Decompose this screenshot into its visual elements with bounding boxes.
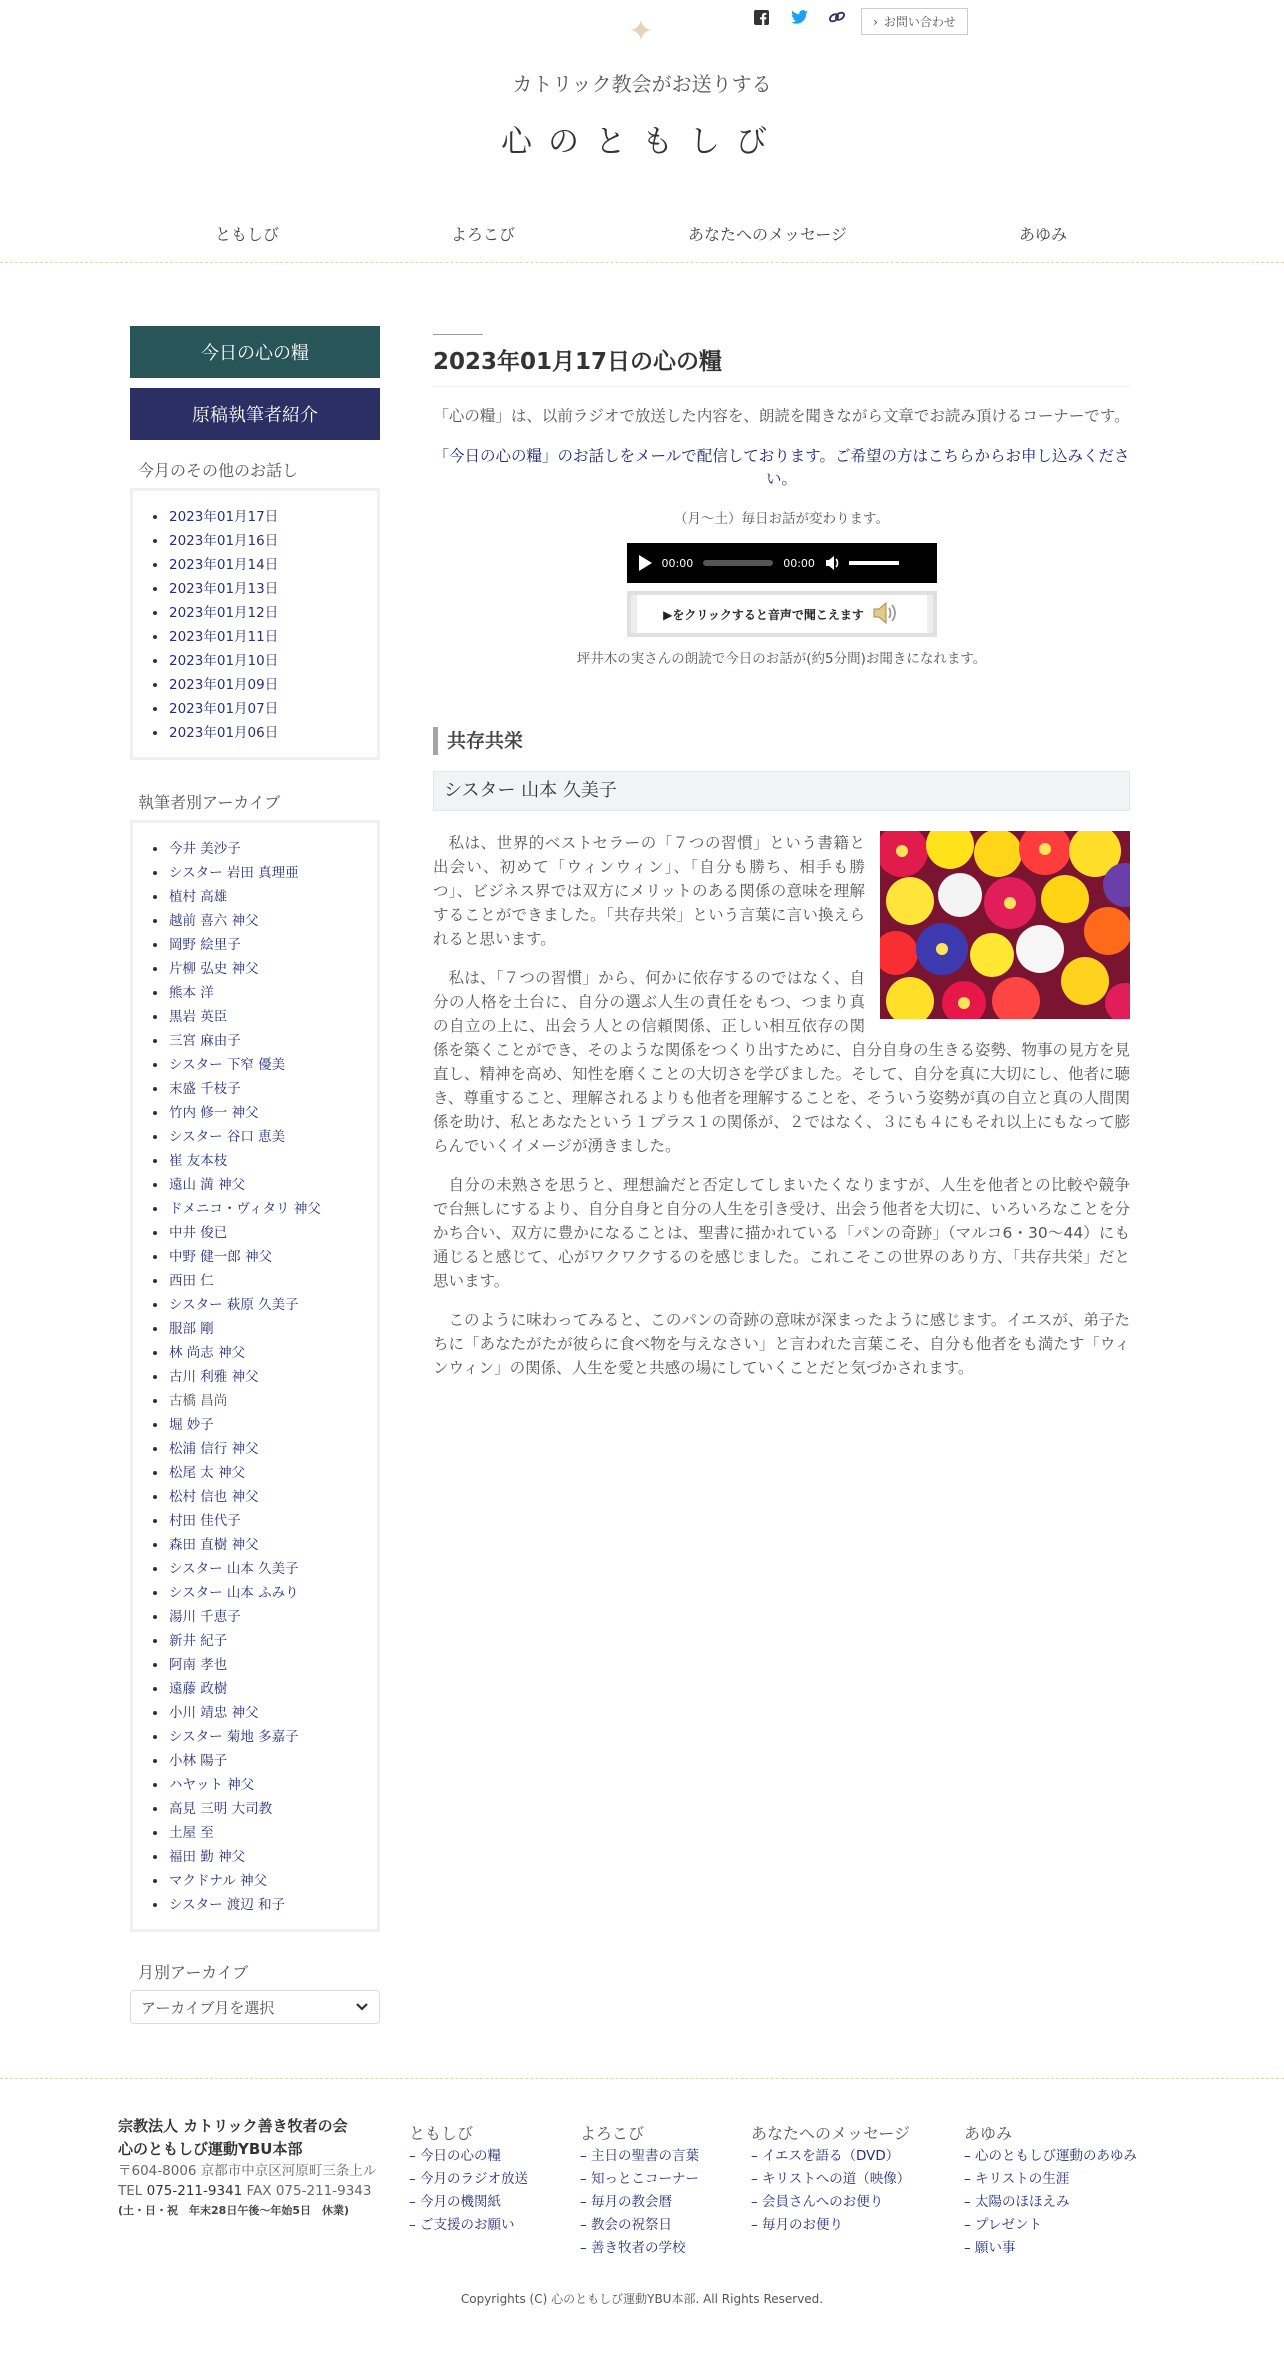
org-name: 宗教法人 カトリック善き牧者の会 — [118, 2117, 348, 2135]
footer-col-heading: よろこび — [580, 2124, 645, 2143]
writer-list-item[interactable]: 中井 俊已 — [133, 1221, 377, 1245]
month-archive-heading: 月別アーカイブ — [138, 1963, 249, 1982]
writer-list-item[interactable]: シスター 渡辺 和子 — [133, 1893, 377, 1917]
duration-time: 00:00 — [783, 556, 815, 570]
writer-list-item[interactable]: シスター 谷口 恵美 — [133, 1125, 377, 1149]
writer-list-item[interactable]: 遠藤 政樹 — [133, 1677, 377, 1701]
footer-link[interactable]: – 主日の聖書の言葉 — [580, 2148, 700, 2164]
audio-button-label: ▶をクリックすると音声で聞こえます — [663, 607, 864, 622]
today-button[interactable]: 今日の心の糧 — [130, 326, 380, 378]
article-body — [433, 831, 1130, 1380]
writer-list-item[interactable]: 岡野 絵里子 — [133, 933, 377, 957]
twitter-icon[interactable] — [790, 8, 808, 26]
writer-list-item[interactable]: 中野 健一郎 神父 — [133, 1245, 377, 1269]
date-list-item[interactable]: 2023年01月12日 — [133, 601, 377, 625]
writer-list-item[interactable]: シスター 菊地 多嘉子 — [133, 1725, 377, 1749]
footer-link[interactable]: – 今月の機関紙 — [409, 2194, 502, 2210]
audio-play-button[interactable] — [627, 591, 937, 637]
contact-label: お問い合わせ — [883, 15, 956, 29]
nav-item-yorokobi[interactable]: よろこび — [451, 225, 516, 244]
writer-list-item[interactable]: ハヤット 神父 — [133, 1773, 377, 1797]
footer-address — [118, 2161, 376, 2221]
nav-divider — [0, 262, 1284, 263]
footer-link[interactable]: – 毎月のお便り — [751, 2217, 844, 2233]
writer-list-item[interactable]: 堀 妙子 — [133, 1413, 377, 1437]
writer-list-item[interactable]: 服部 剛 — [133, 1317, 377, 1341]
writer-list-item[interactable]: 湯川 千恵子 — [133, 1605, 377, 1629]
footer-col-tomoshibi — [409, 2121, 528, 2237]
footer-org — [118, 2115, 348, 2161]
play-icon[interactable] — [639, 555, 652, 571]
date-list-item[interactable]: 2023年01月07日 — [133, 697, 377, 721]
writer-list-item[interactable]: 福田 勤 神父 — [133, 1845, 377, 1869]
footer-link[interactable]: – ご支援のお願い — [409, 2217, 515, 2233]
writer-list-item[interactable]: 林 尚志 神父 — [133, 1341, 377, 1365]
footer-link[interactable]: – 善き牧者の学校 — [580, 2240, 686, 2256]
author-name: シスター 山本 久美子 — [433, 771, 1130, 811]
footer-link[interactable]: – イエスを語る（DVD） — [751, 2148, 900, 2164]
writer-list-item[interactable]: 松尾 太 神父 — [133, 1461, 377, 1485]
footer-link[interactable]: – 今月のラジオ放送 — [409, 2171, 529, 2187]
writer-archive-heading: 執筆者別アーカイブ — [138, 793, 281, 812]
footer-link[interactable]: – 太陽のほほえみ — [964, 2194, 1070, 2210]
volume-icon[interactable] — [825, 556, 839, 570]
primrose-photo — [880, 831, 1130, 1019]
writer-list-item[interactable]: シスター 山本 ふみり — [133, 1581, 377, 1605]
writer-list-item[interactable]: 今井 美沙子 — [133, 837, 377, 861]
writer-list-item[interactable]: 松浦 信行 神父 — [133, 1437, 377, 1461]
footer-link[interactable]: – 毎月の教会暦 — [580, 2194, 673, 2210]
writer-list-item[interactable]: 末盛 千枝子 — [133, 1077, 377, 1101]
writer-list-item[interactable]: 松村 信也 神父 — [133, 1485, 377, 1509]
footer-col-yorokobi — [580, 2121, 699, 2260]
progress-bar[interactable] — [703, 560, 773, 566]
tel-label: TEL — [118, 2183, 143, 2199]
writer-list-item[interactable]: 熊本 洋 — [133, 981, 377, 1005]
writer-list-item[interactable]: 古川 利雅 神父 — [133, 1365, 377, 1389]
footer-link[interactable]: – 願い事 — [964, 2240, 1016, 2256]
footer-col-heading: あなたへのメッセージ — [751, 2124, 911, 2143]
volume-slider[interactable] — [849, 561, 899, 565]
writer-list-item[interactable]: ドメニコ・ヴィタリ 神父 — [133, 1197, 377, 1221]
date-list-item[interactable]: 2023年01月17日 — [133, 505, 377, 529]
writer-list-item[interactable]: 高見 三明 大司教 — [133, 1797, 377, 1821]
date-list-item[interactable]: 2023年01月13日 — [133, 577, 377, 601]
link-icon[interactable] — [828, 8, 846, 26]
site-header — [0, 0, 1284, 264]
date-list-item[interactable]: 2023年01月16日 — [133, 529, 377, 553]
writer-list-item[interactable]: 黒岩 英臣 — [133, 1005, 377, 1029]
writer-list — [133, 837, 377, 1917]
footer-link[interactable]: – キリストの生涯 — [964, 2171, 1070, 2187]
business-hours: (土・日・祝 年末28日午後〜年始5日 休業) — [118, 2204, 350, 2217]
footer-col-heading: あゆみ — [964, 2124, 1013, 2143]
article-paragraph: 私は、「７つの習慣」から、何かに依存するのではなく、自分の人格を土台に、自分の選ぶ人生の責任をもつ、つまり真の自立の上に、出会う人との信頼関係、正しい相互依存の関係を築くことができ、そのような関係をつくり出すために、自分自身の生きる姿勢、物事の見方を見直し、精神を高め、知性を磨くことの大切さを学びました。そして、自分を真に大切にし、他者に聴き、尊重すること、理解されるよりも他者を理解することを、そういう姿勢が真の自立と真の人間関係を助け、私とあなたという１プラス１の関係が、２ではなく、３にも４にもそれ以上にもなって膨らんでいくイメージが湧きました。 — [433, 969, 1130, 1155]
footer-col-message — [751, 2121, 910, 2237]
writer-list-item[interactable]: シスター 岩田 真理亜 — [133, 861, 377, 885]
main-content — [433, 330, 1130, 1395]
org-subname: 心のともしび運動YBU本部 — [118, 2140, 303, 2158]
footer-link[interactable]: – 知っとこコーナー — [580, 2171, 700, 2187]
footer-link[interactable]: – プレゼント — [964, 2217, 1043, 2233]
writer-list-item[interactable]: 村田 佳代子 — [133, 1509, 377, 1533]
copyright: Copyrights (C) 心のともしび運動YBU本部. All Rights Reserved. — [460, 2292, 824, 2306]
date-list-item[interactable]: 2023年01月11日 — [133, 625, 377, 649]
chevron-right-icon: › — [873, 14, 878, 29]
article-paragraph: 私は、世界的ベストセラーの「７つの習慣」という書籍と出会い、初めて「ウィンウィン」、「自分も勝ち、相手も勝つ」、ビジネス界では双方にメリットのある関係の意味を理解することができました。「共存共栄」という言葉に言い換えられると思います。 — [433, 834, 865, 948]
writer-list-item[interactable]: 古橋 昌尚 — [133, 1389, 377, 1413]
writer-list-item[interactable]: 片柳 弘史 神父 — [133, 957, 377, 981]
section-title: 共存共栄 — [433, 727, 1130, 755]
writer-list-item[interactable]: 植村 高雄 — [133, 885, 377, 909]
date-list-box — [130, 488, 380, 760]
footer-col-ayumi — [964, 2121, 1137, 2260]
intro-text: 「心の糧」は、以前ラジオで放送した内容を、朗読を聞きながら文章でお読み頂けるコーナーです。 — [433, 407, 1130, 425]
tel-link[interactable]: 075-211-9341 — [146, 2183, 243, 2199]
writer-list-item[interactable]: マクドナル 神父 — [133, 1869, 377, 1893]
date-list-item[interactable]: 2023年01月10日 — [133, 649, 377, 673]
nav-item-message[interactable]: あなたへのメッセージ — [688, 225, 848, 244]
footer-link[interactable]: – 心のともしび運動のあゆみ — [964, 2148, 1138, 2164]
audio-player — [627, 543, 937, 583]
nav-item-tomoshibi[interactable]: ともしび — [215, 225, 280, 244]
facebook-icon[interactable] — [752, 8, 770, 26]
contact-button[interactable] — [861, 8, 968, 35]
article-paragraph: 自分の未熟さを思うと、理想論だと否定してしまいたくなりますが、人生を他者との比較や競争で台無しにするより、自分自身と自分の人生を引き受け、出会う他者を大切に、いろいろなことを分かち合い、双方に豊かになることは、聖書に描かれている「パンの奇跡」（マルコ6・30～44）にも通じると感じて、心がワクワクするのを感じました。これこそこの世界のあり方、「共存共栄」だと思います。 — [433, 1176, 1130, 1290]
month-archive-select[interactable] — [130, 1990, 380, 2024]
current-time: 00:00 — [661, 556, 694, 570]
writer-list-item[interactable]: 森田 直樹 神父 — [133, 1533, 377, 1557]
writer-list-item[interactable]: 阿南 孝也 — [133, 1653, 377, 1677]
date-list — [133, 505, 377, 745]
sidebar — [130, 326, 380, 2024]
writer-list-item[interactable]: シスター 下窄 優美 — [133, 1053, 377, 1077]
star-ornament-icon: ✦ — [628, 14, 654, 49]
footer-link[interactable]: – 今日の心の糧 — [409, 2148, 502, 2164]
writer-list-item[interactable]: 崔 友本枝 — [133, 1149, 377, 1173]
site-title[interactable]: 心のともしび — [501, 124, 783, 160]
writer-list-item[interactable]: シスター 山本 久美子 — [133, 1557, 377, 1581]
speaker-icon — [872, 601, 900, 628]
writer-list-item[interactable]: 三宮 麻由子 — [133, 1029, 377, 1053]
other-stories-heading: 今月のその他のお話し — [138, 461, 299, 480]
footer-link[interactable]: – 会員さんへのお便り — [751, 2194, 884, 2210]
writer-list-item[interactable]: 小林 陽子 — [133, 1749, 377, 1773]
site-subtitle: カトリック教会がお送りする — [512, 72, 772, 96]
writer-list-item[interactable]: 土屋 至 — [133, 1821, 377, 1845]
title-accent-line — [433, 334, 483, 335]
reader-note: 坪井木の実さんの朗読で今日のお話が(約5分間)お聞きになれます。 — [576, 651, 987, 667]
site-footer — [0, 2078, 1284, 2370]
writer-list-box — [130, 820, 380, 1932]
address-line: 〒604-8006 京都市中京区河原町三条上ル — [118, 2163, 377, 2179]
page-title: 2023年01月17日の心の糧 — [433, 343, 1130, 387]
global-nav — [0, 222, 1284, 262]
article-paragraph: このように味わってみると、このパンの奇跡の意味が深まったように感じます。イエスが、弟子たちに「あなたがたが彼らに食べ物を与えなさい」と言われた言葉こそ、自分も他者をも満たす「ウィンウィン」の関係、人生を愛と共感の場にしていくことだと気づかされます。 — [433, 1311, 1130, 1377]
writers-button[interactable]: 原稿執筆者紹介 — [130, 388, 380, 440]
footer-link[interactable]: – 教会の祝祭日 — [580, 2217, 673, 2233]
date-list-item[interactable]: 2023年01月09日 — [133, 673, 377, 697]
writer-list-item[interactable]: 西田 仁 — [133, 1269, 377, 1293]
writer-list-item[interactable]: 小川 靖忠 神父 — [133, 1701, 377, 1725]
chevron-down-icon — [355, 1998, 369, 2016]
writer-list-item[interactable]: 新井 紀子 — [133, 1629, 377, 1653]
footer-link[interactable]: – キリストへの道（映像） — [751, 2171, 911, 2187]
writer-list-item[interactable]: シスター 萩原 久美子 — [133, 1293, 377, 1317]
writer-list-item[interactable]: 遠山 満 神父 — [133, 1173, 377, 1197]
date-list-item[interactable]: 2023年01月14日 — [133, 553, 377, 577]
writer-list-item[interactable]: 竹内 修一 神父 — [133, 1101, 377, 1125]
nav-item-ayumi[interactable]: あゆみ — [1019, 225, 1068, 244]
mail-subscribe-link[interactable]: 「今日の心の糧」のお話しをメールで配信しております。ご希望の方はこちらからお申し込みください。 — [433, 447, 1130, 488]
writer-list-item[interactable]: 越前 喜六 神父 — [133, 909, 377, 933]
social-links — [752, 8, 846, 26]
footer-col-heading: ともしび — [409, 2124, 474, 2143]
fax-text: FAX 075-211-9343 — [246, 2183, 372, 2199]
date-list-item[interactable]: 2023年01月06日 — [133, 721, 377, 745]
schedule-note: （月～土）毎日お話が変わります。 — [674, 511, 889, 527]
month-select-value: アーカイブ月を選択 — [141, 1998, 275, 2017]
